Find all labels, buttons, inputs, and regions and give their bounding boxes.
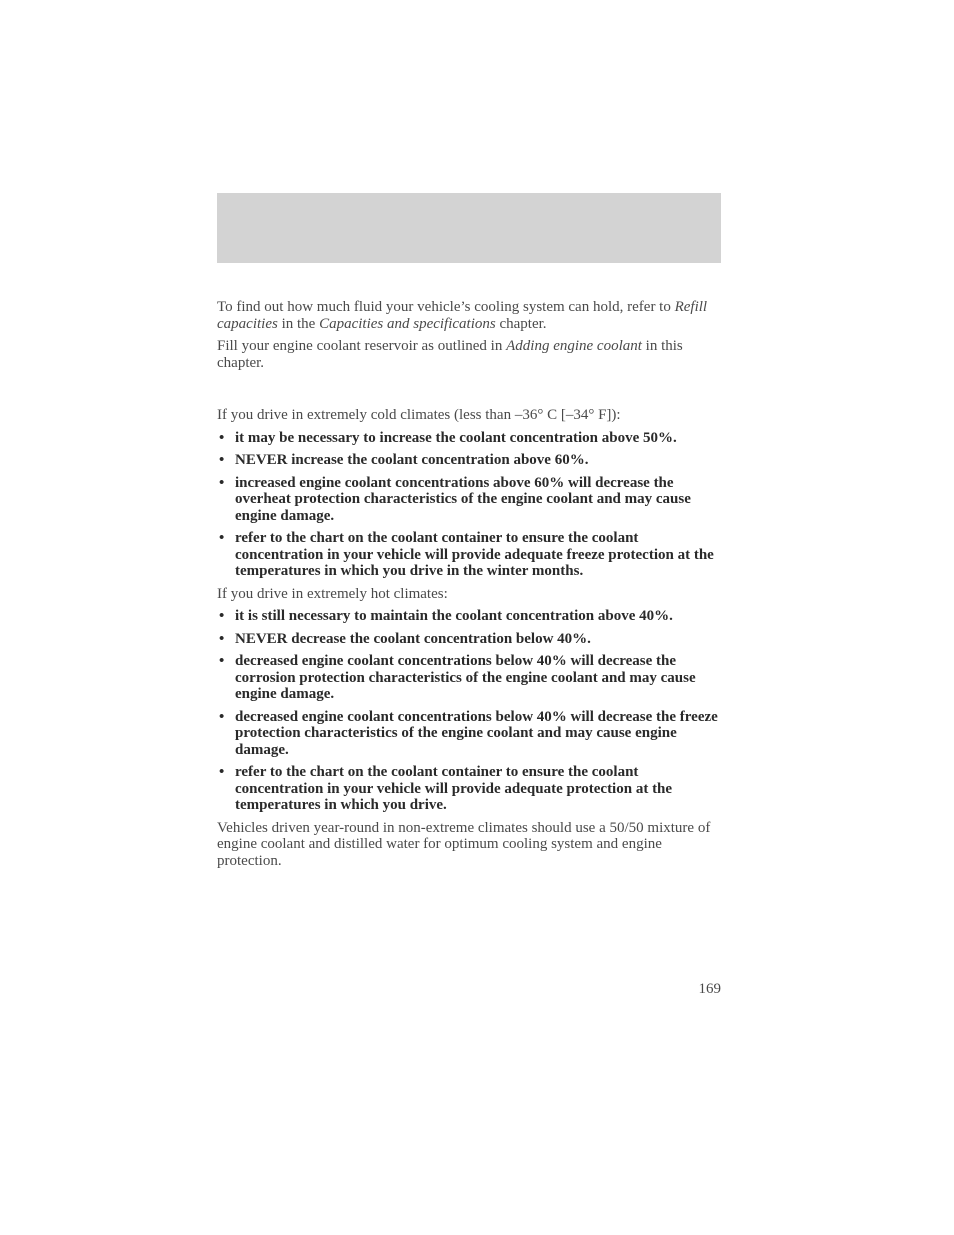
bullet-icon: •: [219, 764, 225, 780]
hot-climate-lead: If you drive in extremely hot climates:: [217, 585, 448, 602]
cold-climate-list: [217, 430, 723, 580]
list-item: • it is still necessary to maintain the coolant concentration above 40%.: [219, 608, 673, 624]
hot-climate-list: [217, 608, 723, 814]
closing-paragraph: Vehicles driven year-round in non-extreme climates should use a 50/50 mixture of engine coolant and distilled water for optimum cooling system and engine protection.: [217, 819, 711, 869]
list-item: • refer to the chart on the coolant container to ensure the coolant concentration in your vehicle will provide adequate freeze protection at the temperatures in which you drive in the winter months.: [219, 530, 714, 579]
list-item: • NEVER decrease the coolant concentration below 40%.: [219, 630, 591, 647]
list-item: • NEVER increase the coolant concentration above 60%.: [219, 452, 589, 468]
bullet-icon: •: [219, 630, 225, 647]
bullet-icon: •: [219, 429, 225, 446]
intro-paragraph-capacities: To find out how much fluid your vehicle’s cooling system can hold, refer to Refill capacities in the Capacities and specifications chapter.: [217, 299, 708, 332]
bullet-icon: •: [219, 653, 225, 669]
cold-climate-lead: If you drive in extremely cold climates (less than –36° C [–34° F]):: [217, 407, 621, 423]
page-number: 169: [698, 981, 721, 997]
list-item: • refer to the chart on the coolant container to ensure the coolant concentration in your vehicle will provide adequate protection at the temperatures in which you drive.: [219, 764, 673, 813]
list-item: • it may be necessary to increase the coolant concentration above 50%.: [219, 429, 677, 446]
list-item: • decreased engine coolant concentrations below 40% will decrease the corrosion protection characteristics of the engine coolant and may cause engine damage.: [219, 653, 696, 702]
bullet-icon: •: [219, 530, 225, 546]
section-header-band: [217, 193, 721, 263]
list-item: • decreased engine coolant concentrations below 40% will decrease the freeze protection characteristics of the engine coolant and may cause engine damage.: [219, 708, 718, 758]
list-item: • increased engine coolant concentrations above 60% will decrease the overheat protection characteristics of the engine coolant and may cause engine damage.: [219, 474, 691, 524]
bullet-icon: •: [219, 474, 225, 491]
bullet-icon: •: [219, 608, 225, 624]
intro-paragraph-reservoir: Fill your engine coolant reservoir as outlined in Adding engine coolant in this chapter.: [217, 338, 683, 371]
page-body: [217, 299, 723, 869]
bullet-icon: •: [219, 708, 225, 725]
bullet-icon: •: [219, 452, 225, 468]
